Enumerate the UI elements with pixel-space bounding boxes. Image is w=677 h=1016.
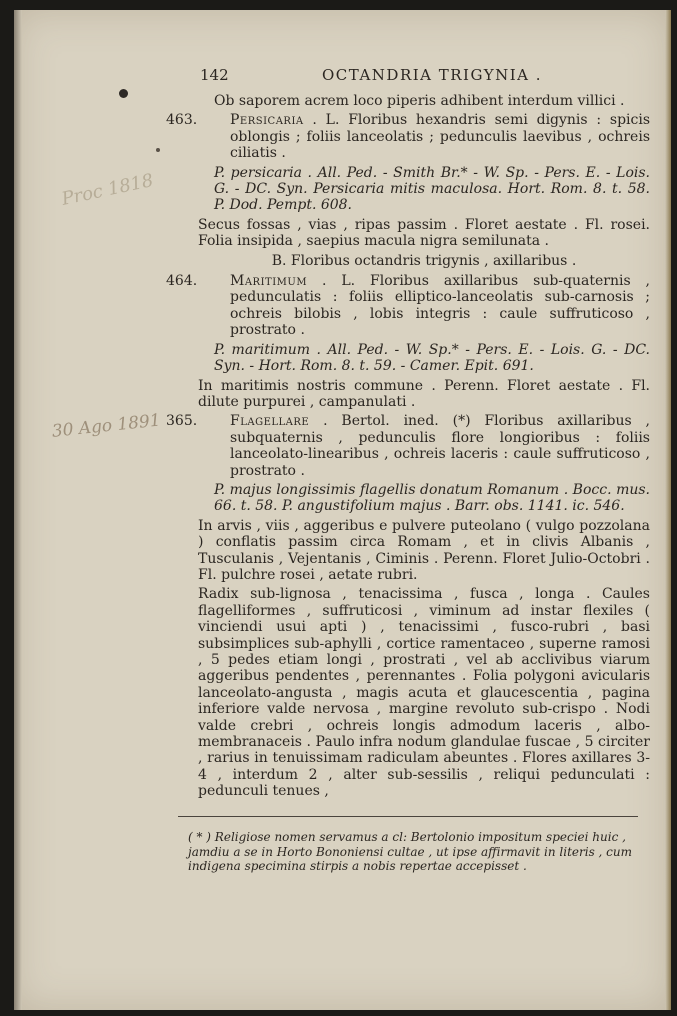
page-title: OCTANDRIA TRIGYNIA . [322, 66, 543, 84]
ink-spot-small [156, 148, 160, 152]
species-entry-464 [166, 273, 650, 339]
page-number: 142 [200, 66, 229, 84]
bleed-through-text: Proc 1818 [59, 170, 156, 210]
species-name: Flagellare [230, 413, 310, 430]
description-465: Radix sub-lignosa , tenacissima , fusca , longa . Caules flagelliformes , suffruticosi , viminum ad instar flexiles ( vinciendi usui apti ) , tenacissimi , fusco-rubri , basi subsimplices sub-aphylli , cortice ramentaceo , superne ramosi , 5 pedes etiam longi , prostrati , vel ab acclivibus viarum aggeribus pendentes , perennantes . Folia polygoni avicularis lanceolato-angusta , magis acuta et glaucescentia , pagina inferiore valde nervosa , margine revoluto sub-crispo . Nodi valde crebri , ochreis longis admodum laceris , albo-membranaceis . Paulo infra nodum glandulae fuscae , 5 circiter , rarius in tenuissimam radiculam abeuntes . Flores axillares 3-4 , interdum 2 , alter sub-sessilis , reliqui pedunculati : pedunculi tenues , [198, 586, 650, 800]
species-name: Persicaria [230, 112, 304, 129]
page-gutter [14, 10, 22, 1010]
habitat-463: Secus fossas , vias , ripas passim . Floret aestate . Fl. rosei. Folia insipida , saepius macula nigra semilunata . [198, 216, 650, 250]
entry-number: 463. [166, 112, 198, 129]
entry-number: 464. [166, 273, 198, 290]
running-header [200, 66, 640, 88]
handwritten-date-note: 30 Ago 1891 [50, 410, 162, 442]
species-entry-465 [166, 413, 650, 479]
species-entry-463 [166, 112, 651, 162]
species-diagnosis: . Bertol. ined. (*) Floribus axillaribus , subquaternis , pedunculis flore longioribus : foliis lanceolato-linearibus , ochreis laceris : caule suffruticoso , prostrato . [230, 413, 650, 479]
species-name: Maritimum [230, 273, 308, 290]
entry-number: 365. [166, 413, 198, 430]
synonymy-465: P. majus longissimis flagellis donatum Romanum . Bocc. mus. 66. t. 58. P. angustifolium majus . Barr. obs. 1141. ic. 546. [214, 481, 650, 515]
synonymy-464: P. maritimum . All. Ped. - W. Sp.* - Pers. E. - Lois. G. - DC. Syn. - Hort. Rom. 8. t. 59. - Camer. Epit. 691. [214, 341, 650, 375]
page-edge [665, 10, 671, 1010]
section-heading: B. Floribus octandris trigynis , axillaribus . [271, 252, 577, 269]
ink-spot [119, 89, 128, 98]
footnote: ( * ) Religiose nomen servamus a cl: Bertolonio impositum speciei huic , jamdiu a se in Horto Bononiensi cultae , ut ipse affirmavit in literis , cum indigena specimina stirpis a nobis repertae accepisset . [188, 830, 632, 873]
species-diagnosis: . L. Floribus hexandris semi digynis : spicis oblongis ; foliis lanceolatis ; pedunculis laevibus , ochreis ciliatis . [230, 112, 651, 162]
footnote-rule [178, 816, 638, 817]
intro-paragraph: Ob saporem acrem loco piperis adhibent interdum villici . [214, 93, 625, 109]
species-diagnosis: . L. Floribus axillaribus sub-quaternis , pedunculatis : foliis elliptico-lanceolatis sub-carnosis ; ochreis bilobis , lobis integris : caule suffruticoso , prostrato . [230, 273, 650, 339]
habitat-465: In arvis , viis , aggeribus e pulvere puteolano ( vulgo pozzolana ) conflatis passim circa Romam , et in clivis Albanis , Tusculanis , Vejentanis , Ciminis . Perenn. Floret Julio-Octobri . Fl. pulchre rosei , aetate rubri. [198, 517, 650, 583]
main-text-column [166, 93, 651, 803]
habitat-464: In maritimis nostris commune . Perenn. Floret aestate . Fl. dilute purpurei , campanulati . [198, 377, 650, 410]
synonymy-463: P. persicaria . All. Ped. - Smith Br.* - W. Sp. - Pers. E. - Lois. G. - DC. Syn. Persicaria mitis maculosa. Hort. Rom. 8. t. 58. P. Dod. Pempt. 608. [214, 164, 650, 214]
